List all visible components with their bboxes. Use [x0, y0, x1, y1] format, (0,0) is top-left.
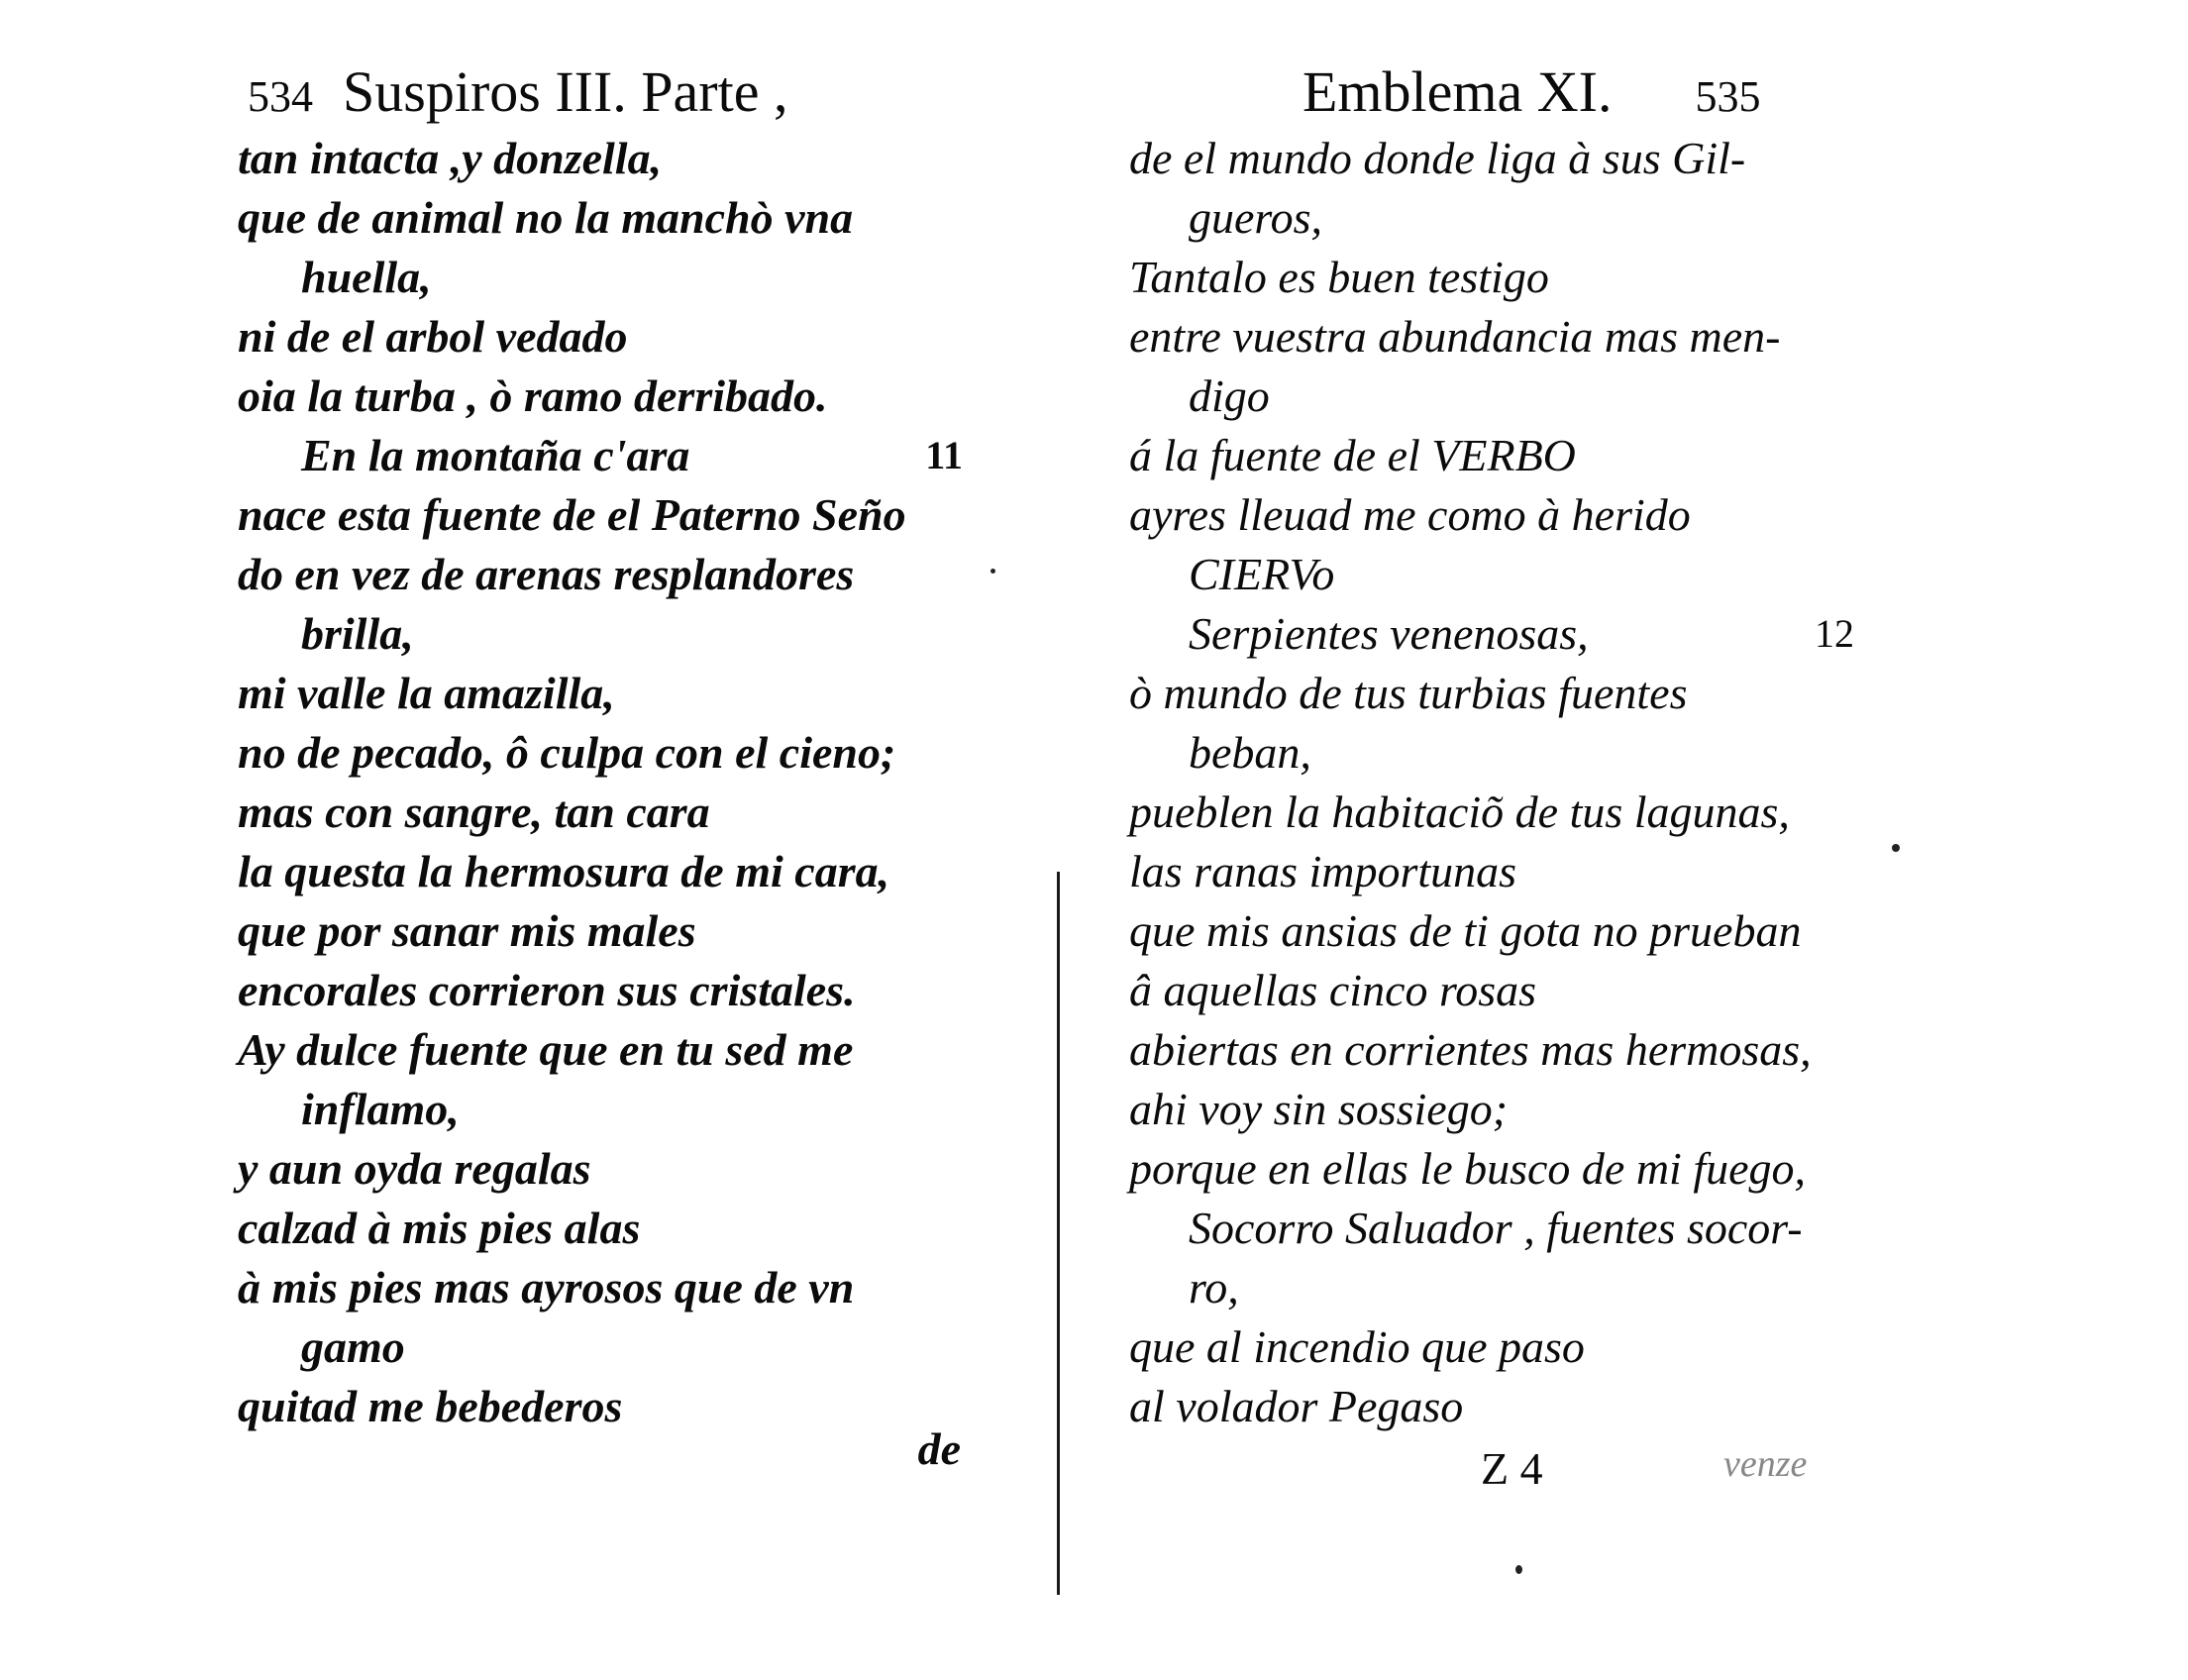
verse-line-text: Tantalo es buen testigo	[1129, 252, 1549, 302]
verse-line	[238, 961, 971, 1020]
verse-line-text: inflamo,	[301, 1084, 460, 1134]
verse-line-text: que de animal no la manchò vna	[238, 192, 854, 243]
verse-line	[1129, 842, 1862, 901]
ink-speck	[990, 569, 995, 574]
verse-line	[238, 545, 971, 604]
verse-line-text: porque en ellas le busco de mi fuego,	[1129, 1143, 1807, 1194]
verse-line	[238, 1317, 971, 1377]
verse-line-text: á la fuente de el VERBO	[1129, 430, 1576, 480]
verse-line	[238, 1377, 971, 1436]
verse-line-text: digo	[1189, 370, 1270, 421]
verse-line	[1129, 1199, 1862, 1258]
verse-line-text: al volador Pegaso	[1129, 1381, 1464, 1431]
verse-line-text: ò mundo de tus turbias fuentes	[1129, 668, 1688, 718]
verse-line-text: ni de el arbol vedado	[238, 311, 628, 362]
verse-line-text: Ay dulce fuente que en tu sed me	[238, 1024, 854, 1075]
verse-line	[238, 1258, 971, 1317]
verse-line-text: no de pecado, ô culpa con el cieno;	[238, 727, 896, 778]
verse-line	[238, 664, 971, 723]
verse-line-text: mi valle la amazilla,	[238, 668, 615, 718]
verse-line	[1129, 783, 1862, 842]
verse-line-text: ro,	[1189, 1262, 1239, 1312]
verse-line-text: Serpientes venenosas,	[1189, 608, 1589, 659]
verse-line	[238, 723, 971, 783]
verse-line	[238, 307, 971, 367]
left-page-header	[248, 57, 787, 127]
verse-line	[1129, 129, 1862, 188]
verse-line-text: de el mundo donde liga à sus Gil-	[1129, 133, 1746, 183]
verse-line	[238, 1020, 971, 1080]
verse-line	[238, 129, 971, 188]
verse-line	[238, 604, 971, 664]
verse-line-text: calzad à mis pies alas	[238, 1203, 641, 1253]
stanza-number: 11	[925, 433, 963, 477]
verse-line	[1129, 1258, 1862, 1317]
verse-line	[1129, 367, 1862, 426]
ink-speck	[1892, 844, 1900, 852]
ink-speck	[1515, 1565, 1522, 1574]
verse-line	[238, 188, 971, 248]
verse-line-text: â aquellas cinco rosas	[1129, 965, 1536, 1015]
verse-line-text: las ranas importunas	[1129, 846, 1517, 896]
right-page-header	[1302, 57, 1760, 127]
left-catchword: de	[917, 1423, 961, 1474]
verse-line-text: à mis pies mas ayrosos que de vn	[238, 1262, 855, 1312]
verse-line-text: ayres lleuad me como à herido	[1129, 489, 1691, 540]
verse-line-text: que por sanar mis males	[238, 905, 696, 956]
verse-line-text: abiertas en corrientes mas hermosas,	[1129, 1024, 1812, 1075]
verse-line	[1129, 961, 1862, 1020]
verse-line	[1129, 485, 1862, 545]
verse-line-text: tan intacta ,y donzella,	[238, 133, 663, 183]
verse-line	[1129, 1377, 1862, 1436]
right-verse-block	[1129, 129, 1862, 1436]
verse-line	[1129, 664, 1862, 723]
right-page	[1129, 0, 1862, 1680]
verse-line	[1129, 248, 1862, 307]
verse-line	[1129, 426, 1862, 485]
verse-line-text: ahi voy sin sossiego;	[1129, 1084, 1509, 1134]
verse-line-text: que mis ansias de ti gota no prueban	[1129, 905, 1802, 956]
verse-line	[1129, 901, 1862, 961]
right-running-title: Emblema XI.	[1302, 59, 1613, 124]
verse-line-text: do en vez de arenas resplandores	[238, 549, 855, 599]
verse-line	[238, 1199, 971, 1258]
verse-line-text: En la montaña c'ara	[301, 430, 690, 480]
verse-line-text: gueros,	[1189, 192, 1323, 243]
verse-line-text: encorales corrieron sus cristales.	[238, 965, 856, 1015]
verse-line	[238, 485, 971, 545]
verse-line	[1129, 188, 1862, 248]
verse-line	[1129, 1080, 1862, 1139]
verse-line-text: y aun oyda regalas	[238, 1143, 591, 1194]
verse-line-text: beban,	[1189, 727, 1311, 778]
verse-line-text: pueblen la habitaciõ de tus lagunas,	[1129, 787, 1790, 837]
verse-line	[238, 783, 971, 842]
verse-line	[238, 901, 971, 961]
left-page	[238, 0, 971, 1680]
verse-line	[1129, 545, 1862, 604]
verse-line-text: mas con sangre, tan cara	[238, 787, 710, 837]
verse-line	[1129, 604, 1862, 664]
verse-line	[238, 1139, 971, 1199]
verse-line	[1129, 723, 1862, 783]
verse-line	[1129, 1139, 1862, 1199]
stanza-number: 12	[1815, 611, 1854, 656]
signature-mark: Z 4	[1481, 1443, 1543, 1494]
left-verse-block	[238, 129, 971, 1436]
verse-line	[1129, 1020, 1862, 1080]
verse-line-text: que al incendio que paso	[1129, 1321, 1585, 1372]
verse-line-text: brilla,	[301, 608, 414, 659]
verse-line-text: nace esta fuente de el Paterno Seño	[238, 489, 906, 540]
verse-line-text: Socorro Saluador , fuentes socor-	[1189, 1203, 1803, 1253]
verse-line-text: CIERVo	[1189, 549, 1335, 599]
left-running-title: Suspiros III. Parte ,	[343, 59, 788, 124]
verse-line-text: gamo	[301, 1321, 405, 1372]
right-folio: 535	[1695, 72, 1761, 121]
verse-line	[1129, 307, 1862, 367]
verse-line	[238, 248, 971, 307]
verse-line	[238, 842, 971, 901]
right-catchword: venze	[1723, 1443, 1808, 1485]
verse-line-text: entre vuestra abundancia mas men-	[1129, 311, 1781, 362]
verse-line-text: quitad me bebederos	[238, 1381, 623, 1431]
verse-line-text: huella,	[301, 252, 432, 302]
verse-line	[1129, 1317, 1862, 1377]
left-folio: 534	[248, 72, 313, 121]
verse-line	[238, 1080, 971, 1139]
verse-line-text: oia la turba , ò ramo derribado.	[238, 370, 828, 421]
gutter-fold-line	[1057, 872, 1060, 1595]
verse-line	[238, 426, 971, 485]
verse-line-text: la questa la hermosura de mi cara,	[238, 846, 890, 896]
verse-line	[238, 367, 971, 426]
